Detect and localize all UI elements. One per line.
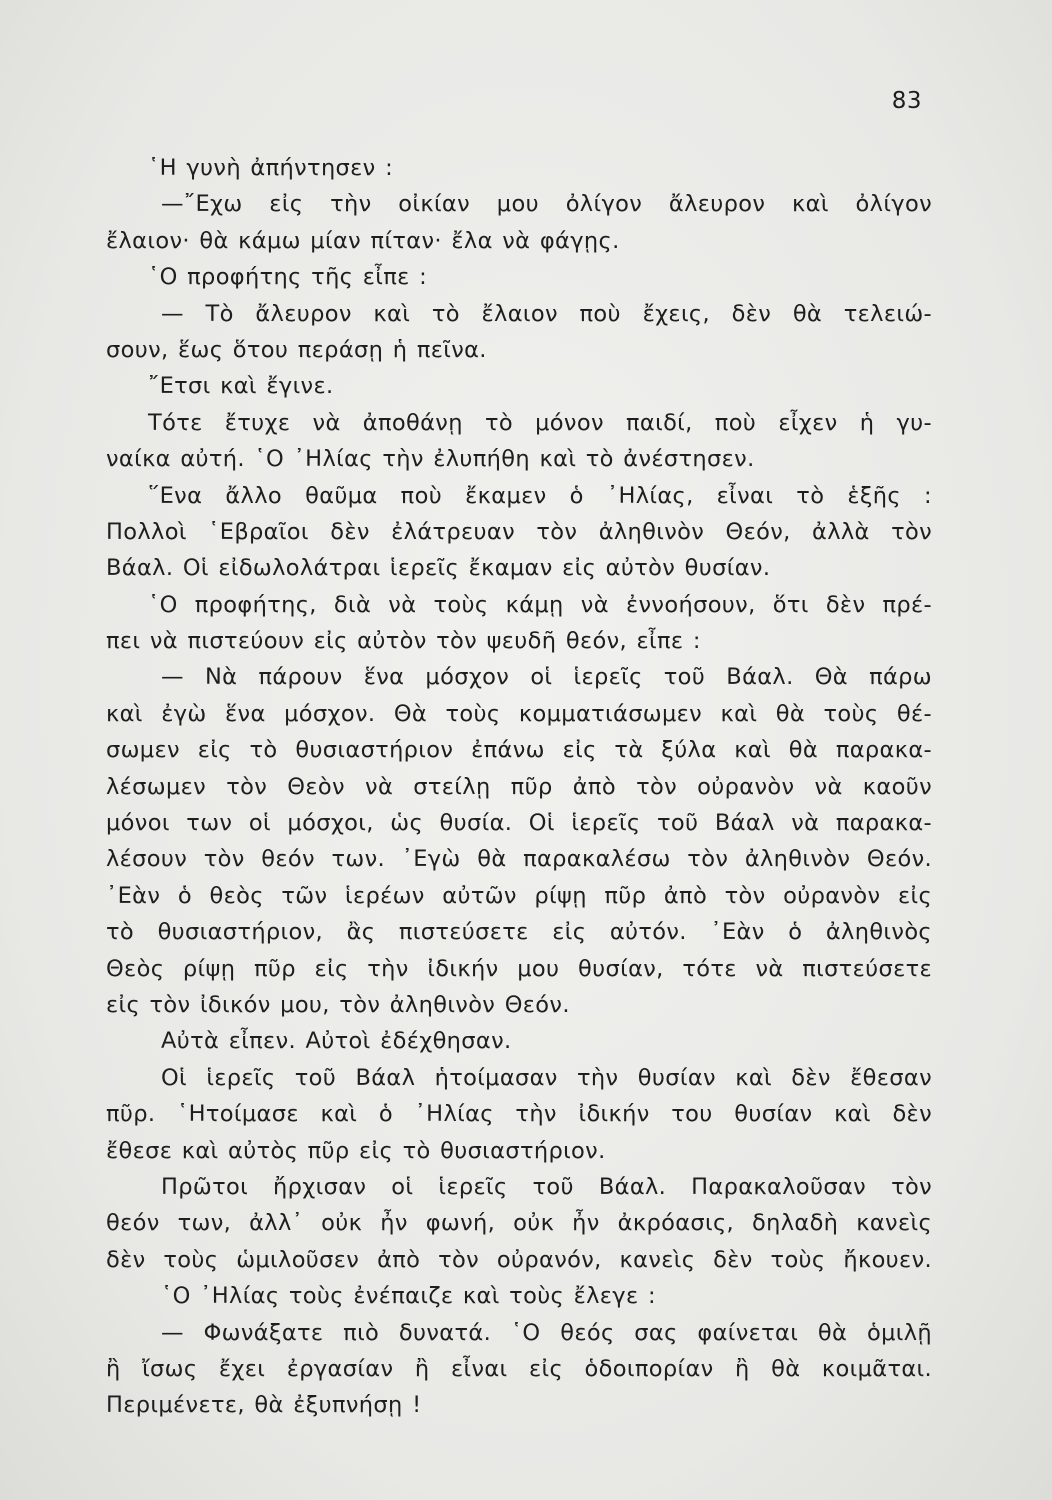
text-line	[106, 914, 932, 950]
text-line-content: ἔθεσε καὶ αὐτὸς πῦρ εἰς τὸ θυσιαστήριον.	[106, 1137, 606, 1164]
text-line	[106, 1351, 932, 1387]
text-line	[106, 696, 932, 732]
text-line-content: — Τὸ ἄλευρον καὶ τὸ ἔλαιον ποὺ ἔχεις, δὲν θὰ τελειώ-	[161, 300, 932, 327]
text-line	[106, 514, 932, 550]
text-line-content: Τότε ἔτυχε νὰ ἀποθάνῃ τὸ μόνον παιδί, ποὺ εἶχεν ἡ γυ-	[148, 409, 932, 436]
text-line-content: ῞Ενα ἄλλο θαῦμα ποὺ ἔκαμεν ὁ ᾿Ηλίας, εἶναι τὸ ἑξῆς :	[148, 482, 932, 509]
text-line-content: πῦρ. ῾Ητοίμασε καὶ ὁ ᾿Ηλίας τὴν ἰδικήν του θυσίαν καὶ δὲν	[106, 1101, 932, 1128]
text-line-content: ῾Ο προφήτης, διὰ νὰ τοὺς κάμῃ νὰ ἐννοήσουν, ὅτι δὲν πρέ-	[148, 591, 932, 618]
text-line	[106, 951, 932, 987]
text-line	[106, 1278, 932, 1314]
text-line	[106, 732, 932, 768]
text-line	[106, 1133, 932, 1169]
text-line-content: Περιμένετε, θὰ ἐξυπνήσῃ !	[106, 1392, 422, 1419]
text-line-content: καὶ ἐγὼ ἕνα μόσχον. Θὰ τοὺς κομματιάσωμεν καὶ θὰ τοὺς θέ-	[106, 700, 932, 727]
text-line-content: Αὐτὰ εἶπεν. Αὐτοὶ ἐδέχθησαν.	[161, 1028, 512, 1055]
text-line	[106, 296, 932, 332]
text-line-content: ῾Η γυνὴ ἀπήντησεν :	[148, 155, 394, 181]
body-text	[106, 150, 932, 1424]
text-line	[106, 441, 932, 477]
text-line	[106, 1023, 932, 1059]
page-number: 83	[891, 88, 922, 114]
text-line	[106, 150, 932, 186]
text-line-content: ῾Ο προφήτης τῆς εἶπε :	[148, 264, 428, 291]
text-line-content: δὲν τοὺς ὡμιλοῦσεν ἀπὸ τὸν οὐρανόν, κανεὶς δὲν τοὺς ἤκουεν.	[106, 1246, 932, 1273]
text-line	[106, 186, 932, 222]
text-line	[106, 259, 932, 295]
text-line	[106, 1387, 932, 1423]
text-line	[106, 1315, 932, 1351]
text-line	[106, 878, 932, 914]
text-line-content: —῎Εχω εἰς τὴν οἰκίαν μου ὀλίγον ἄλευρον καὶ ὀλίγον	[161, 191, 932, 218]
text-line-content: ῾Ο ᾿Ηλίας τοὺς ἐνέπαιζε καὶ τοὺς ἔλεγε :	[161, 1283, 656, 1310]
text-line	[106, 405, 932, 441]
text-line-content: Βάαλ. Οἱ εἰδωλολάτραι ἱερεῖς ἔκαμαν εἰς αὐτὸν θυσίαν.	[106, 555, 771, 582]
text-line-content: λέσωμεν τὸν Θεὸν νὰ στείλῃ πῦρ ἀπὸ τὸν οὐρανὸν νὰ καοῦν	[106, 773, 932, 800]
text-line	[106, 223, 932, 259]
text-line-content: Πολλοὶ ῾Εβραῖοι δὲν ἐλάτρευαν τὸν ἀληθινὸν Θεόν, ἀλλὰ τὸν	[106, 518, 932, 545]
text-line-content: λέσουν τὸν θεόν των. ᾿Εγὼ θὰ παρακαλέσω τὸν ἀληθινὸν Θεόν.	[106, 846, 932, 873]
text-line-content: ναίκα αὐτή. ῾Ο ᾿Ηλίας τὴν ἐλυπήθη καὶ τὸ ἀνέστησεν.	[106, 446, 755, 473]
text-line-content: σωμεν εἰς τὸ θυσιαστήριον ἐπάνω εἰς τὰ ξύλα καὶ θὰ παρακα-	[106, 737, 932, 764]
text-line-content: Οἱ ἱερεῖς τοῦ Βάαλ ἡτοίμασαν τὴν θυσίαν καὶ δὲν ἔθεσαν	[161, 1064, 932, 1091]
text-line-content: — Νὰ πάρουν ἕνα μόσχον οἱ ἱερεῖς τοῦ Βάαλ. Θὰ πάρω	[161, 664, 932, 691]
text-line-content: πει νὰ πιστεύουν εἰς αὐτὸν τὸν ψευδῆ θεόν, εἶπε :	[106, 628, 701, 655]
text-line	[106, 987, 932, 1023]
text-line	[106, 550, 932, 586]
text-line-content: ῎Ετσι καὶ ἔγινε.	[148, 373, 334, 400]
text-line-content: Θεὸς ρίψῃ πῦρ εἰς τὴν ἰδικήν μου θυσίαν, τότε νὰ πιστεύσετε	[106, 955, 932, 982]
text-line-content: τὸ θυσιαστήριον, ἂς πιστεύσετε εἰς αὐτόν. ᾿Εὰν ὁ ἀληθινὸς	[106, 919, 932, 946]
text-line	[106, 623, 932, 659]
text-line	[106, 587, 932, 623]
text-line	[106, 1242, 932, 1278]
text-line-content: ᾿Εὰν ὁ θεὸς τῶν ἱερέων αὐτῶν ρίψῃ πῦρ ἀπὸ τὸν οὐρανὸν εἰς	[106, 882, 932, 909]
text-line	[106, 332, 932, 368]
text-line	[106, 659, 932, 695]
text-line	[106, 368, 932, 404]
text-line-content: ἔλαιον· θὰ κάμω μίαν πίταν· ἔλα νὰ φάγῃς.	[106, 227, 620, 254]
text-line	[106, 1096, 932, 1132]
text-line	[106, 805, 932, 841]
text-line	[106, 1205, 932, 1241]
text-line	[106, 769, 932, 805]
text-line-content: μόνοι των οἱ μόσχοι, ὡς θυσία. Οἱ ἱερεῖς τοῦ Βάαλ νὰ παρακα-	[106, 810, 932, 837]
text-line-content: Πρῶτοι ἤρχισαν οἱ ἱερεῖς τοῦ Βάαλ. Παρακαλοῦσαν τὸν	[161, 1173, 932, 1200]
text-line-content: ἢ ἴσως ἔχει ἐργασίαν ἢ εἶναι εἰς ὁδοιπορίαν ἢ θὰ κοιμᾶται.	[106, 1355, 932, 1382]
text-line	[106, 478, 932, 514]
text-line-content: θεόν των, ἀλλ᾿ οὐκ ἦν φωνή, οὐκ ἦν ἀκρόασις, δηλαδὴ κανεὶς	[106, 1210, 932, 1237]
text-line-content: εἰς τὸν ἰδικόν μου, τὸν ἀληθινὸν Θεόν.	[106, 991, 570, 1018]
text-line	[106, 1060, 932, 1096]
text-line-content: σουν, ἕως ὅτου περάσῃ ἡ πεῖνα.	[106, 336, 487, 363]
text-line	[106, 1169, 932, 1205]
text-line-content: — Φωνάξατε πιὸ δυνατά. ῾Ο θεός σας φαίνεται θὰ ὁμιλῇ	[161, 1319, 932, 1346]
text-line	[106, 841, 932, 877]
